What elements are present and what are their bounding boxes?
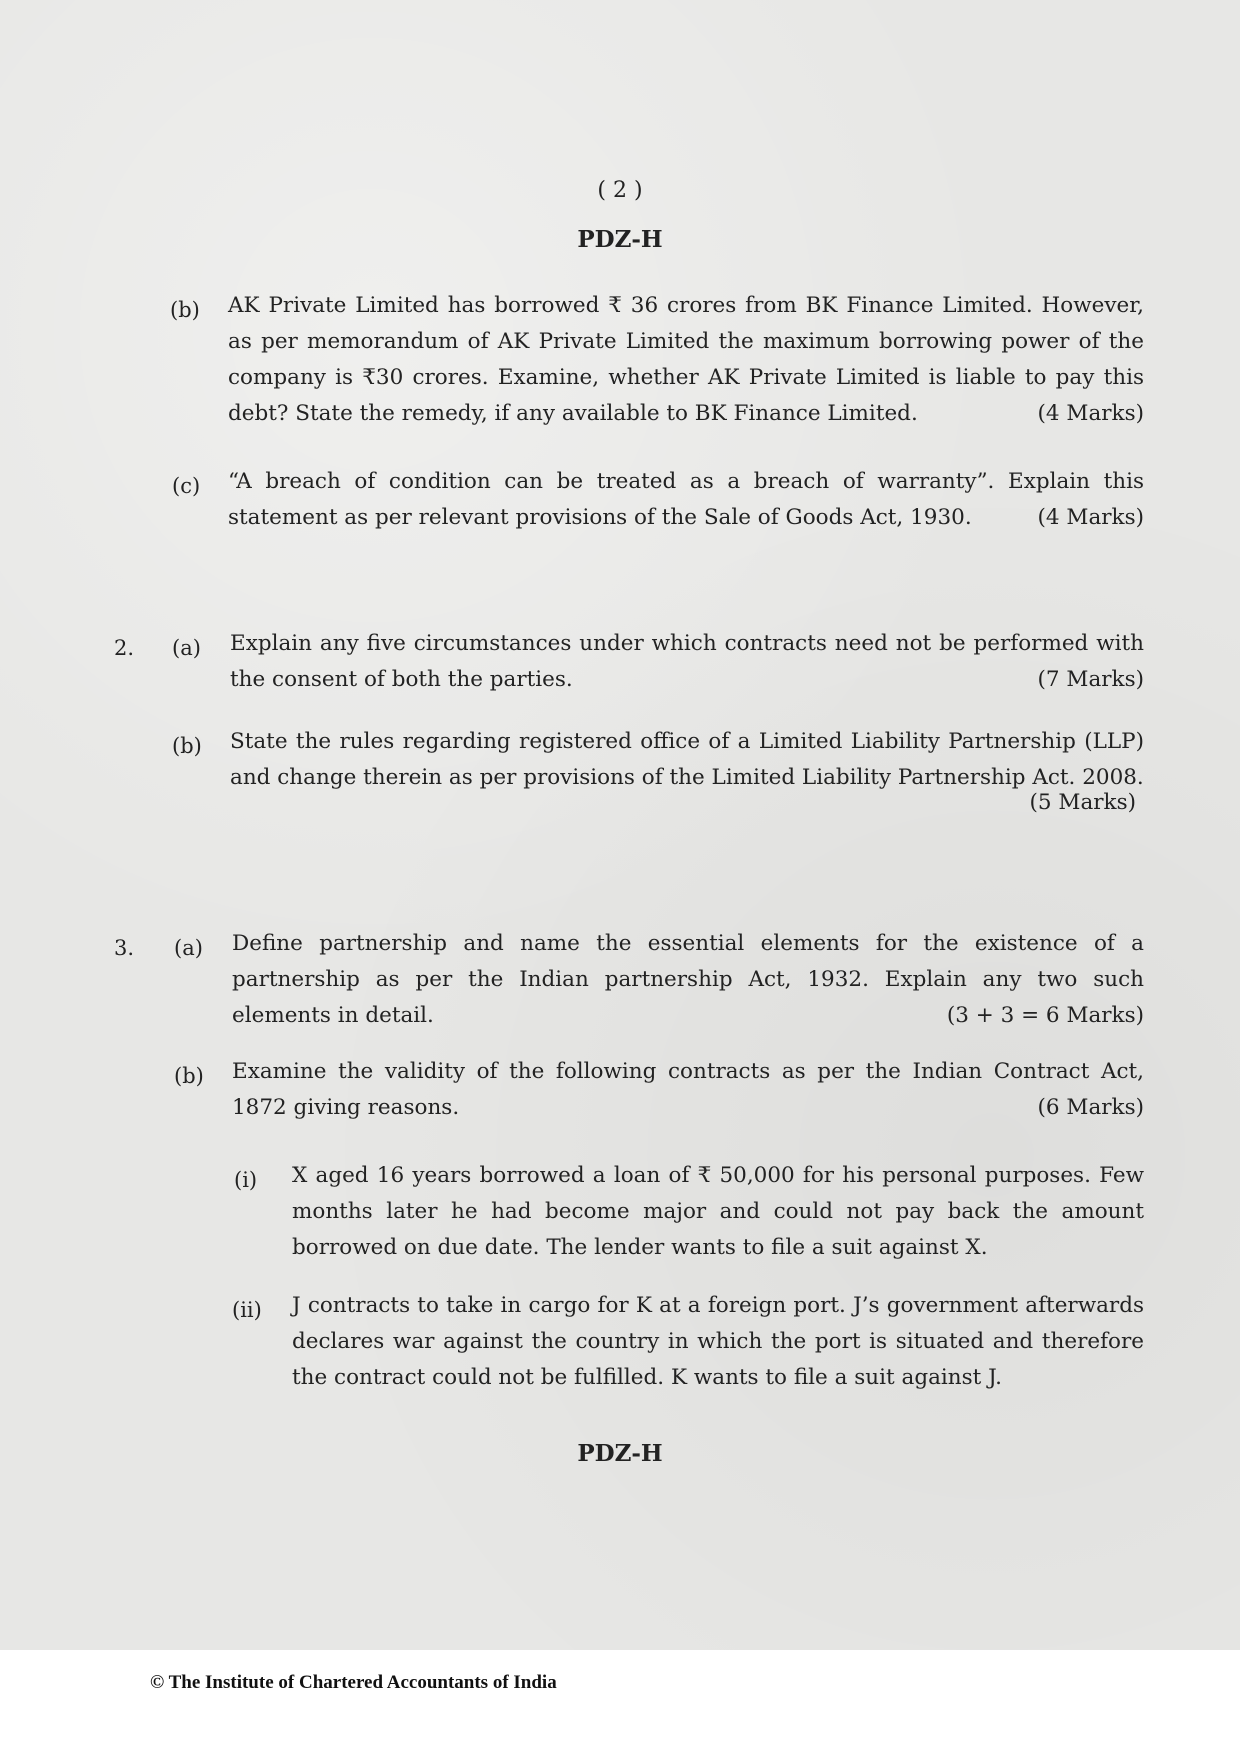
q1c-marks: (4 Marks) [1037,505,1144,530]
q3b-i-text: X aged 16 years borrowed a loan of ₹ 50,000 for his personal purposes. Few months later he had become major and could not pay back the amount borrowed on due date. The lender wants to file a suit against X. [292,1163,1144,1260]
q3a-label: (a) [174,936,203,960]
q2b-question: State the rules regarding registered office of a Limited Liability Partnership (LLP) and change therein as per provisions of the Limited Liability Partnership Act. 2008. [230,729,1144,790]
q3a-question: Define partnership and name the essential elements for the existence of a partnership as per the Indian partnership Act, 1932. Explain any two such elements in detail. [232,931,1144,1028]
q1c-question: “A breach of condition can be treated as a breach of warranty”. Explain this statement as per relevant provisions of the Sale of Goods Act, 1930. [228,469,1144,530]
q2-number: 2. [114,636,135,660]
q3a-text [232,926,1144,1034]
page-number: ( 2 ) [597,178,643,203]
q3b-marks: (6 Marks) [1037,1095,1144,1120]
q1b-question: AK Private Limited has borrowed ₹ 36 crores from BK Finance Limited. However, as per memorandum of AK Private Limited the maximum borrowing power of the company is ₹30 crores. Examine, whether AK Private Limited is liable to pay this debt? State the remedy, if any available to BK Finance Limited. [228,293,1144,426]
q3-number: 3. [114,936,135,960]
q2b-marks: (5 Marks) [1029,790,1136,815]
q3b-question: Examine the validity of the following contracts as per the Indian Contract Act, 1872 giving reasons. [232,1059,1144,1120]
q2b-label: (b) [172,734,202,758]
q3b-ii-label: (ii) [232,1298,262,1322]
q2a-marks: (7 Marks) [1037,667,1144,692]
q1c-text [228,464,1144,536]
q3a-marks: (3 + 3 = 6 Marks) [946,1003,1144,1028]
q2b-text [230,724,1144,796]
copyright-notice: © The Institute of Chartered Accountants of India [150,1672,557,1693]
q3b-label: (b) [174,1064,204,1088]
paper-code-footer: PDZ-H [577,1440,663,1467]
q1b-text [228,288,1144,432]
q3b-i-label: (i) [234,1168,258,1192]
q1b-label: (b) [170,298,200,322]
paper-code-header: PDZ-H [577,226,663,253]
q2a-question: Explain any five circumstances under which contracts need not be performed with the consent of both the parties. [230,631,1144,692]
q1b-marks: (4 Marks) [1037,401,1144,426]
q2a-label: (a) [172,636,201,660]
q2a-text [230,626,1144,698]
q3b-ii-text: J contracts to take in cargo for K at a foreign port. J’s government afterwards declares war against the country in which the port is situated and therefore the contract could not be fulfilled. K wants to file a suit against J. [292,1293,1144,1390]
q1c-label: (c) [172,474,201,498]
q3b-text [232,1054,1144,1126]
